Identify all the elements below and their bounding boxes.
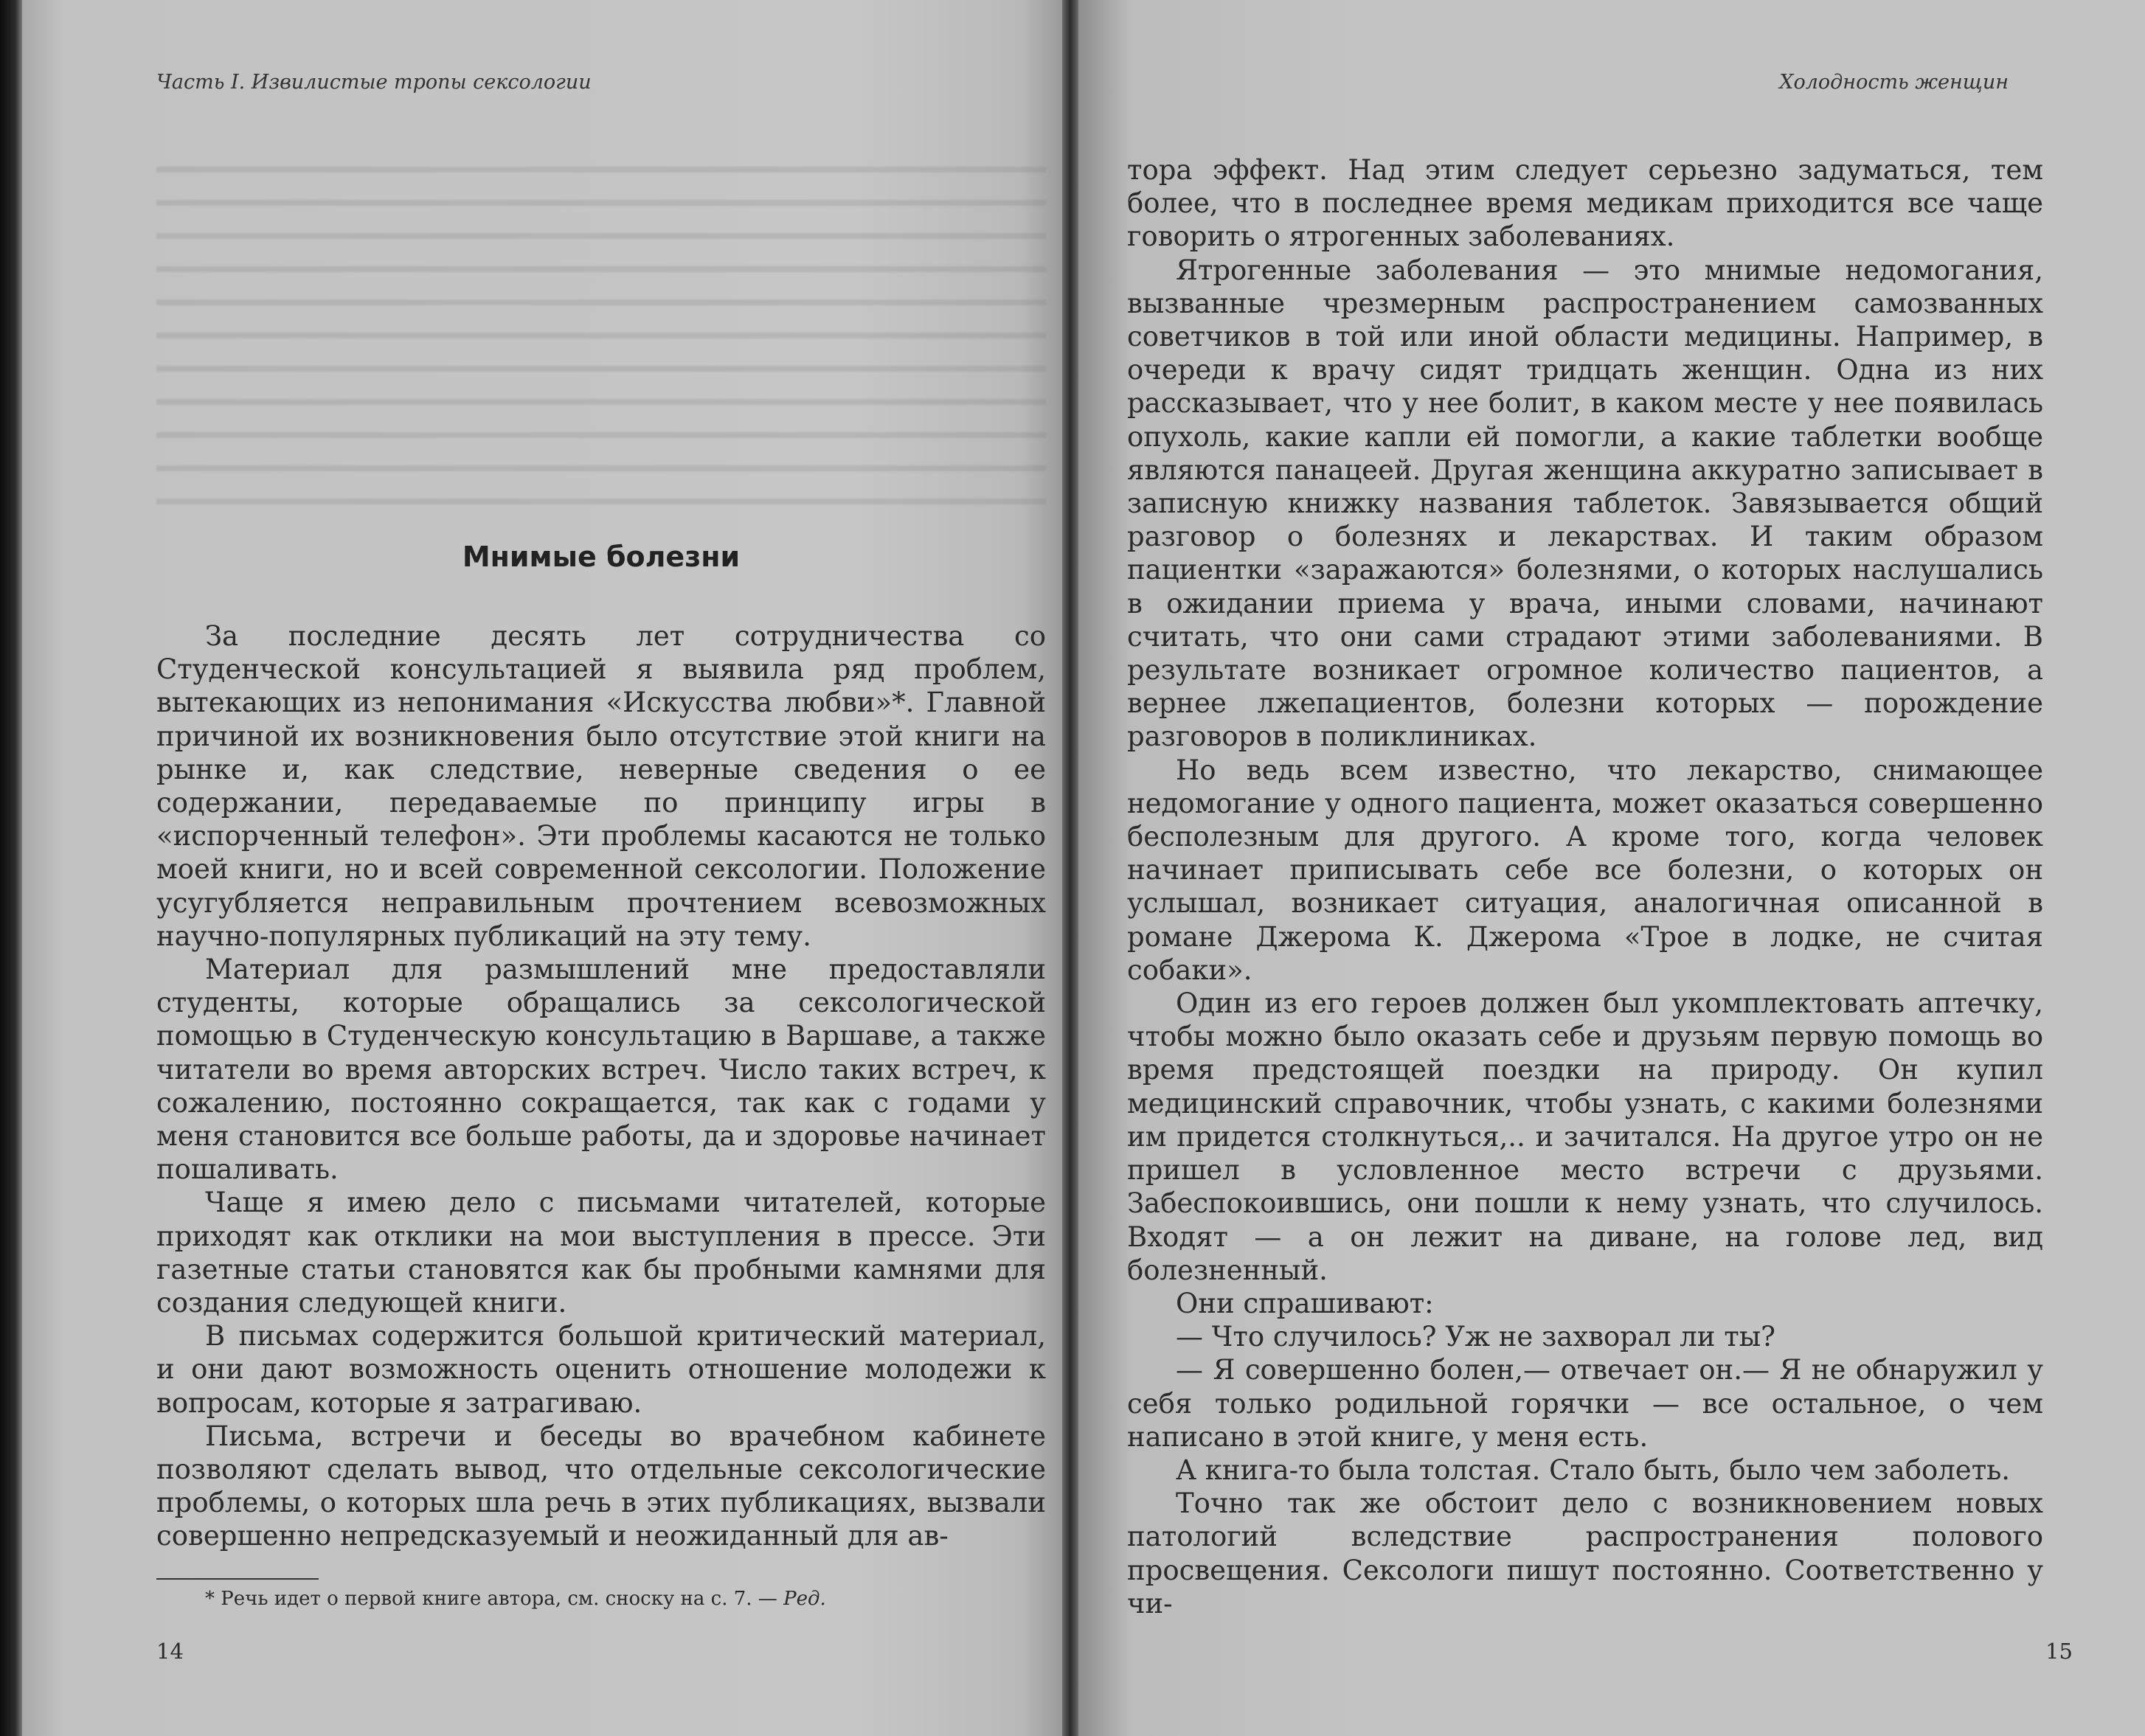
- paragraph: Они спрашивают:: [1176, 1287, 1434, 1319]
- book-cover-edge: [0, 0, 22, 1736]
- footnote-editor-mark: Ред.: [783, 1588, 826, 1610]
- right-page: [1078, 0, 2145, 1736]
- paragraph: Точно так же обстоит дело с возникновением новых патологий вследствие распространения полового просвещения. Сексологи пишут постоянно. Соответственно у чи-: [1127, 1487, 2043, 1619]
- paragraph: Но ведь всем известно, что лекарство, снимающее недомогание у одного пациента, может оказаться совершенно бесполезным для другого. А кроме того, когда человек начинает приписывать себе все болезни, о которых он услышал, возникает ситуация, аналогичная описанной в романе Джерома К. Джерома «Трое в лодке, не считая собаки».: [1127, 754, 2043, 986]
- paragraph: За последние десять лет сотрудничества со Студенческой консультацией я выявила ряд проблем, вытекающих из непонимания «Искусства любви»*. Главной причиной их возникновения было отсутствие этой книги на рынке и, как следствие, неверные сведения о ее содержании, передаваемые по принципу игры в «испорченный телефон». Эти проблемы касаются не только моей книги, но и всей современной сексологии. Положение усугубляется неправильным прочтением всевозможных научно-популярных публикаций на эту тему.: [156, 620, 1046, 952]
- paragraph: Письма, встречи и беседы во врачебном кабинете позволяют сделать вывод, что отдельные сексологические проблемы, о которых шла речь в этих публикациях, вызвали совершенно непредсказуемый и неожиданный для ав-: [156, 1420, 1046, 1552]
- paragraph: В письмах содержится большой критический материал, и они дают возможность оценить отношение молодежи к вопросам, которые я затрагиваю.: [156, 1320, 1046, 1419]
- paragraph: Ятрогенные заболевания — это мнимые недомогания, вызванные чрезмерным распространением самозванных советчиков в той или иной области медицины. Например, в очереди к врачу сидят тридцать женщин. Одна из них рассказывает, что у нее болит, в каком месте у нее появилась опухоль, какие капли ей помогли, а какие таблетки вообще являются панацеей. Другая женщина аккуратно записывает в записную книжку названия таблеток. Завязывается общий разговор о болезнях и лекарствах. И таким образом пациентки «заражаются» болезнями, о которых наслушались в ожидании приема у врача, иными словами, начинают считать, что они сами страдают этими заболеваниями. В результате возникает огромное количество пациентов, а вернее лжепациентов, болезни которых — порождение разговоров в поликлиниках.: [1127, 254, 2043, 753]
- left-page: [22, 0, 1062, 1736]
- footnote-text: * Речь идет о первой книге автора, см. сноску на с. 7. —: [205, 1588, 784, 1610]
- right-running-head: Холодность женщин: [1779, 71, 2009, 94]
- paragraph: Один из его героев должен был укомплектовать аптечку, чтобы можно было оказать себе и друзьям первую помощь во время предстоящей поездки на природу. Он купил медицинский справочник, чтобы узнать, с какими болезнями им придется столкнуться,.. и зачитался. На другое утро он не пришел в условленное место встречи с друзьями. Забеспокоившись, они пошли к нему узнать, что случилось. Входят — а он лежит на диване, на голове лед, вид болезненный.: [1127, 987, 2043, 1286]
- left-page-number: 14: [156, 1639, 184, 1664]
- bleed-through-shadow: [156, 147, 1046, 516]
- footnote-rule: [156, 1578, 319, 1580]
- footnote: [156, 1588, 1046, 1610]
- right-page-number: 15: [2045, 1639, 2073, 1664]
- dialogue-line: — Я совершенно болен,— отвечает он.— Я не обнаружил у себя только родильной горячки — все остальное, о чем написано в этой книге, у меня есть.: [1127, 1354, 2043, 1453]
- left-body-text: [156, 619, 1046, 1553]
- right-body-text: [1127, 153, 2043, 1620]
- paragraph-continued: тора эффект. Над этим следует серьезно задуматься, тем более, что в последнее время медикам приходится все чаще говорить о ятрогенных заболеваниях.: [1127, 154, 2043, 253]
- dialogue-line: — Что случилось? Уж не захворал ли ты?: [1176, 1321, 1775, 1353]
- paragraph: А книга-то была толстая. Стало быть, было чем заболеть.: [1176, 1454, 2011, 1486]
- paragraph: Материал для размышлений мне предоставляли студенты, которые обращались за сексологической помощью в Студенческую консультацию в Варшаве, а также читатели во время авторских встреч. Число таких встреч, к сожалению, постоянно сокращается, так как с годами у меня становится все больше работы, да и здоровье начинает пошаливать.: [156, 954, 1046, 1186]
- left-running-head: Часть I. Извилистые тропы сексологии: [156, 71, 592, 94]
- book-gutter: [1062, 0, 1078, 1736]
- paragraph: Чаще я имею дело с письмами читателей, которые приходят как отклики на мои выступления в прессе. Эти газетные статьи становятся как бы пробными камнями для создания следующей книги.: [156, 1187, 1046, 1319]
- section-title: Мнимые болезни: [462, 541, 741, 573]
